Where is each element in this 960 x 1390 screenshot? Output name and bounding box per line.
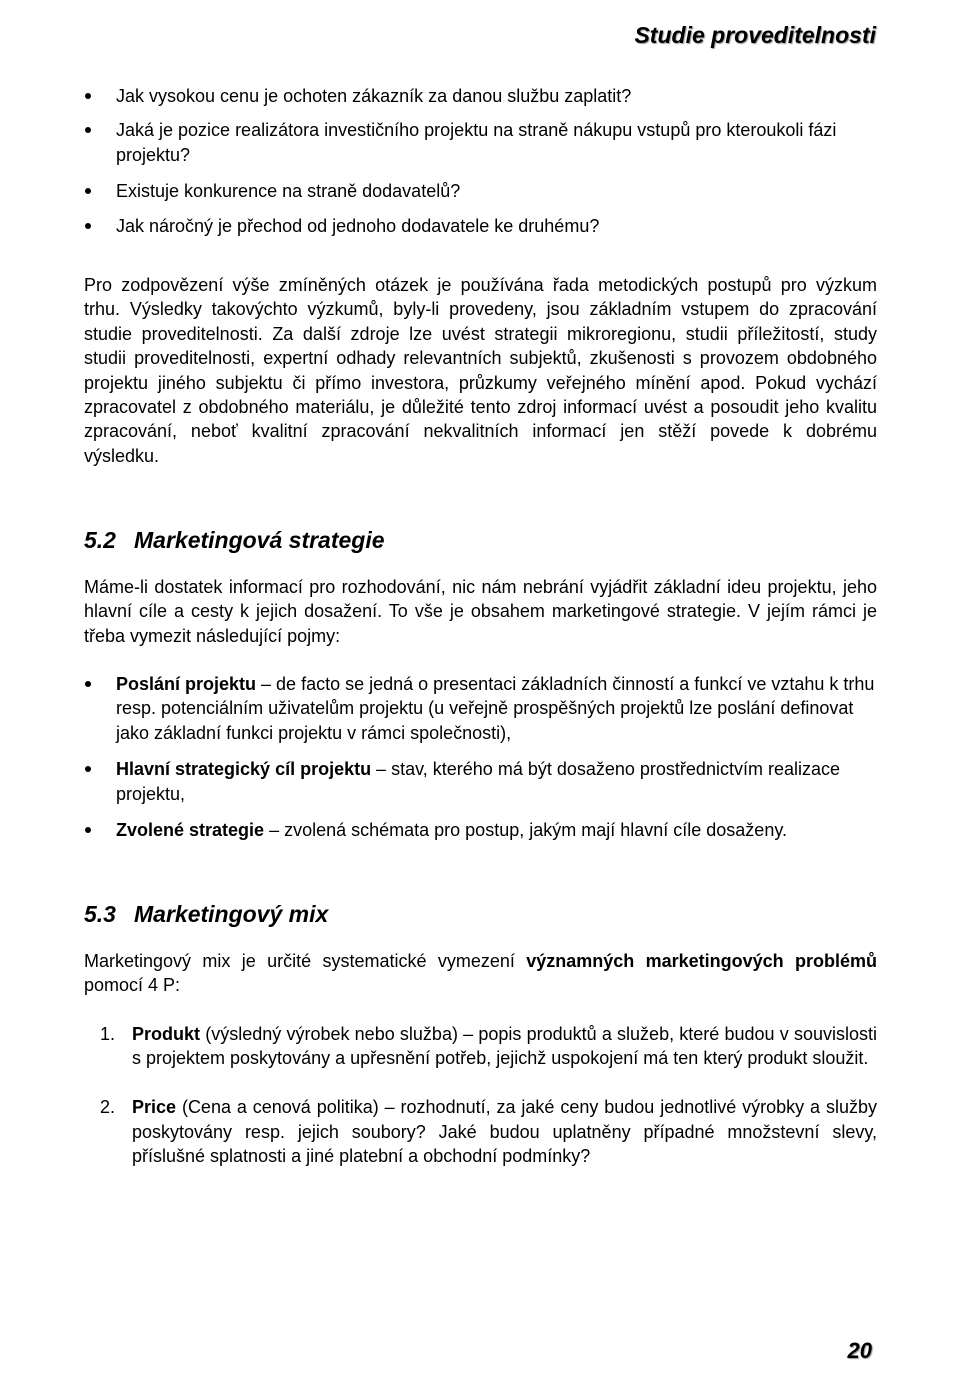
list-item-text: Jaká je pozice realizátora investičního projektu na straně nákupu vstupů pro kteroukoli fázi projektu? (116, 120, 837, 165)
intro-text: Marketingový mix je určité systematické vymezení (84, 950, 527, 971)
bullet-icon (85, 827, 91, 833)
list-item (84, 1095, 877, 1168)
list-item (84, 672, 877, 745)
strategy-terms-list (84, 672, 877, 842)
section-heading-5-3 (84, 902, 877, 926)
section-heading-5-2 (84, 528, 877, 552)
running-header-title: Studie proveditelnosti (634, 22, 876, 48)
marketing-mix-list (84, 1022, 877, 1169)
list-item (84, 214, 877, 238)
term-label: Zvolené strategie (116, 819, 265, 840)
term-label: Poslání projektu (116, 673, 257, 694)
intro-text-end: pomocí 4 P: (84, 975, 181, 996)
item-number: 2. (100, 1097, 116, 1118)
list-item-text: Existuje konkurence na straně dodavatelů? (116, 181, 461, 202)
term-label: Hlavní strategický cíl projektu (116, 759, 372, 780)
term-description: – de facto se jedná o presentaci základních činností a funkcí ve vztahu k trhu resp. potenciálním uživatelům projektu (u veřejně prospěšných projektů lze poslání definovat jako základní funkci projektu v rámci společnosti), (116, 673, 875, 743)
question-list (84, 84, 877, 238)
strategy-intro-paragraph: Máme-li dostatek informací pro rozhodování, nic nám nebrání vyjádřit základní ideu projektu, jeho hlavní cíle a cesty k jejich dosažení. To vše je obsahem marketingové strategie. V jejím rámci je třeba vymezit následující pojmy: (84, 576, 877, 646)
term-description: – stav, kterého má být dosaženo prostřednictvím realizace projektu, (116, 759, 840, 804)
marketing-mix-intro (84, 949, 877, 998)
page-content (84, 84, 877, 1169)
list-item (84, 118, 877, 167)
section-title: Marketingový mix (134, 901, 329, 928)
intro-emphasis: významných marketingových problémů (526, 950, 877, 971)
section-title: Marketingová strategie (134, 527, 385, 554)
bullet-icon (85, 681, 91, 687)
list-item-text: Jak vysokou cenu je ochoten zákazník za danou službu zaplatit? (116, 86, 632, 106)
bullet-icon (85, 766, 91, 772)
section-number: 5.3 (84, 901, 116, 928)
list-item (84, 818, 877, 842)
list-item (84, 179, 877, 203)
term-label: Price (132, 1097, 177, 1118)
term-description: (výsledný výrobek nebo služba) – popis produktů a služeb, které budou v souvislosti s projektem poskytovány a upřesnění potřeb, jejichž uspokojení má ten který produkt sloužit. (132, 1023, 877, 1068)
list-item (84, 84, 877, 108)
bullet-icon (85, 188, 91, 194)
bullet-icon (85, 93, 91, 99)
term-description: – zvolená schémata pro postup, jakým mají hlavní cíle dosaženy. (264, 819, 787, 840)
list-item-text: Jak náročný je přechod od jednoho dodavatele ke druhému? (116, 215, 600, 236)
section-number: 5.2 (84, 527, 116, 554)
item-number: 1. (100, 1023, 116, 1044)
list-item (84, 1022, 877, 1071)
list-item (84, 757, 877, 806)
bullet-icon (85, 223, 91, 229)
market-research-paragraph: Pro zodpovězení výše zmíněných otázek je používána řada metodických postupů pro výzkum trhu. Výsledky takovýchto výzkumů, byly-li provedeny, jsou základním vstupem do zpracování studie proveditelnosti. Za další zdroje lze uvést strategii mikroregionu, studii příležitostí, study studii proveditelnosti, expertní odhady relevantních subjektů, zkušenosti s provozem obdobného projektu jiného subjektu či přímo investora, průzkumy veřejného mínění apod. Pokud vychází zpracovatel z obdobného materiálu, je důležité tento zdroj informací uvést a posoudit jeho kvalitu zpracování, neboť kvalitní zpracování nekvalitních informací jen stěží povede k dobrému výsledku. (84, 275, 877, 466)
term-label: Produkt (132, 1023, 201, 1044)
bullet-icon (85, 127, 91, 133)
page-number: 20 (847, 1338, 872, 1363)
term-description: (Cena a cenová politika) – rozhodnutí, za jaké ceny budou jednotlivé výrobky a služby poskytovány resp. jejich soubory? Jaké budou uplatněny případné množstevní slevy, příslušné splatnosti a jiné platební a obchodní podmínky? (132, 1097, 877, 1167)
